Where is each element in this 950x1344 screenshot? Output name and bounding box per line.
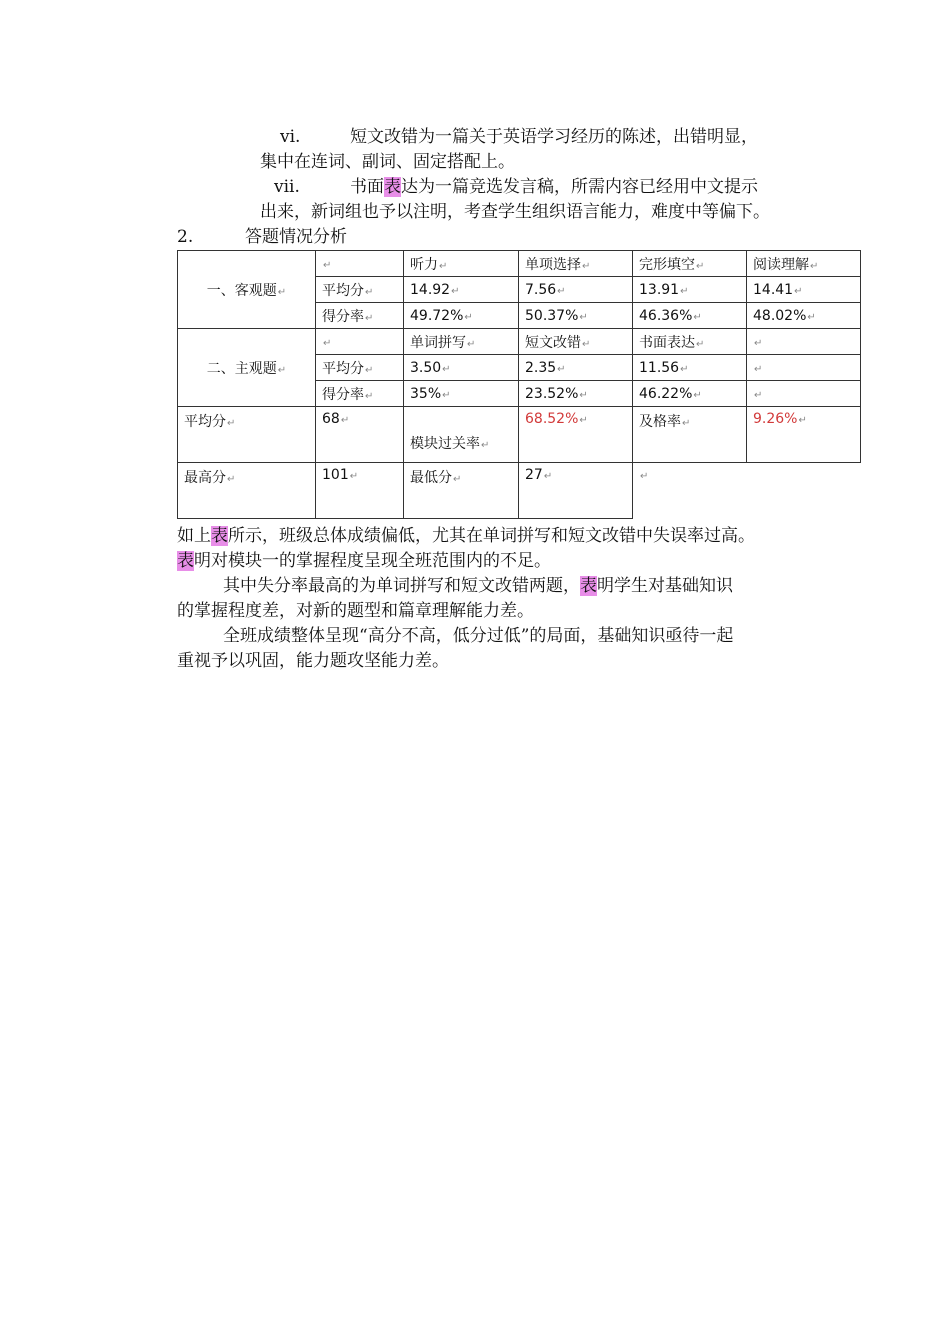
- objective-label: 一、客观题↵: [178, 251, 316, 329]
- table-cell: 14.92↵: [404, 277, 519, 303]
- section-heading: [177, 225, 347, 249]
- section-title: 答题情况分析: [245, 227, 347, 247]
- paragraph-3-line-1: 全班成绩整体呈现“高分不高，低分过低”的局面，基础知识亟待一起: [223, 626, 734, 646]
- highlighted-word: 表: [384, 177, 401, 197]
- summary-max-label: 最高分↵: [178, 463, 316, 519]
- table-header: 单项选择↵: [519, 251, 633, 277]
- list-item-vii-cont: 出来，新词组也予以注明，考查学生组织语言能力，难度中等偏下。: [260, 202, 770, 222]
- table-cell: 50.37%↵: [519, 303, 633, 329]
- list-item-vi: [280, 125, 758, 149]
- table-cell: ↵: [316, 251, 404, 277]
- paragraph-3-line-2: 重视予以巩固，能力题攻坚能力差。: [177, 651, 449, 671]
- list-item-vii: [274, 175, 758, 199]
- list-text-pre: 书面: [350, 177, 384, 197]
- table-cell: 48.02%↵: [747, 303, 861, 329]
- summary-avg-value: 68↵: [316, 407, 404, 463]
- row-label: 平均分↵: [316, 277, 404, 303]
- paragraph-1-line-1: 如上表所示，班级总体成绩偏低，尤其在单词拼写和短文改错中失误率过高。: [177, 526, 755, 546]
- list-numeral: vi.: [280, 127, 301, 147]
- subjective-label: 二、主观题↵: [178, 329, 316, 407]
- table-header: 阅读理解↵: [747, 251, 861, 277]
- summary-min-value: 27↵: [519, 463, 633, 519]
- table-cell: 23.52%↵: [519, 381, 633, 407]
- highlighted-word: 表: [211, 526, 228, 546]
- table-header: 书面表达↵: [633, 329, 747, 355]
- table-cell: 13.91↵: [633, 277, 747, 303]
- pass-module-value: 68.52%↵: [519, 407, 633, 463]
- summary-avg-label: 平均分↵: [178, 407, 316, 463]
- table-header: 短文改错↵: [519, 329, 633, 355]
- table-row: [178, 329, 861, 355]
- list-text-post: 达为一篇竞选发言稿，所需内容已经用中文提示: [401, 177, 758, 197]
- table-cell: 49.72%↵: [404, 303, 519, 329]
- table-cell: 46.36%↵: [633, 303, 747, 329]
- table-cell: 3.50↵: [404, 355, 519, 381]
- table-cell: ↵: [747, 381, 861, 407]
- table-cell: ↵: [747, 355, 861, 381]
- score-table: [177, 250, 861, 519]
- table-cell: ↵: [316, 329, 404, 355]
- list-numeral: vii.: [274, 177, 300, 197]
- table-cell: 2.35↵: [519, 355, 633, 381]
- table-cell: 14.41↵: [747, 277, 861, 303]
- table-header: 单词拼写↵: [404, 329, 519, 355]
- pass-module-label: 模块过关率↵: [404, 407, 519, 463]
- summary-min-label: 最低分↵: [404, 463, 519, 519]
- pass-rate-value: 9.26%↵: [747, 407, 861, 463]
- table-header: 听力↵: [404, 251, 519, 277]
- row-label: 平均分↵: [316, 355, 404, 381]
- table-cell: 35%↵: [404, 381, 519, 407]
- list-item-vi-cont: 集中在连词、副词、固定搭配上。: [260, 152, 515, 172]
- table-cell: 7.56↵: [519, 277, 633, 303]
- summary-max-value: 101↵: [316, 463, 404, 519]
- paragraph-1-line-2: 表明对模块一的掌握程度呈现全班范围内的不足。: [177, 551, 551, 571]
- table-end-mark: ↵: [640, 471, 649, 482]
- paragraph-2-line-2: 的掌握程度差，对新的题型和篇章理解能力差。: [177, 601, 534, 621]
- row-label: 得分率↵: [316, 381, 404, 407]
- table-cell: 11.56↵: [633, 355, 747, 381]
- section-number: 2.: [177, 227, 194, 247]
- highlighted-word: 表: [177, 551, 194, 571]
- list-text: 短文改错为一篇关于英语学习经历的陈述，出错明显，: [350, 127, 758, 147]
- table-row: [178, 463, 861, 519]
- table-header: 完形填空↵: [633, 251, 747, 277]
- table-cell-empty: [747, 463, 861, 519]
- table-row: [178, 251, 861, 277]
- row-label: 得分率↵: [316, 303, 404, 329]
- table-cell: 46.22%↵: [633, 381, 747, 407]
- table-row: [178, 407, 861, 463]
- table-cell: ↵: [747, 329, 861, 355]
- paragraph-2-line-1: 其中失分率最高的为单词拼写和短文改错两题，表明学生对基础知识: [223, 576, 733, 596]
- pass-rate-label: 及格率↵: [633, 407, 747, 463]
- highlighted-word: 表: [580, 576, 597, 596]
